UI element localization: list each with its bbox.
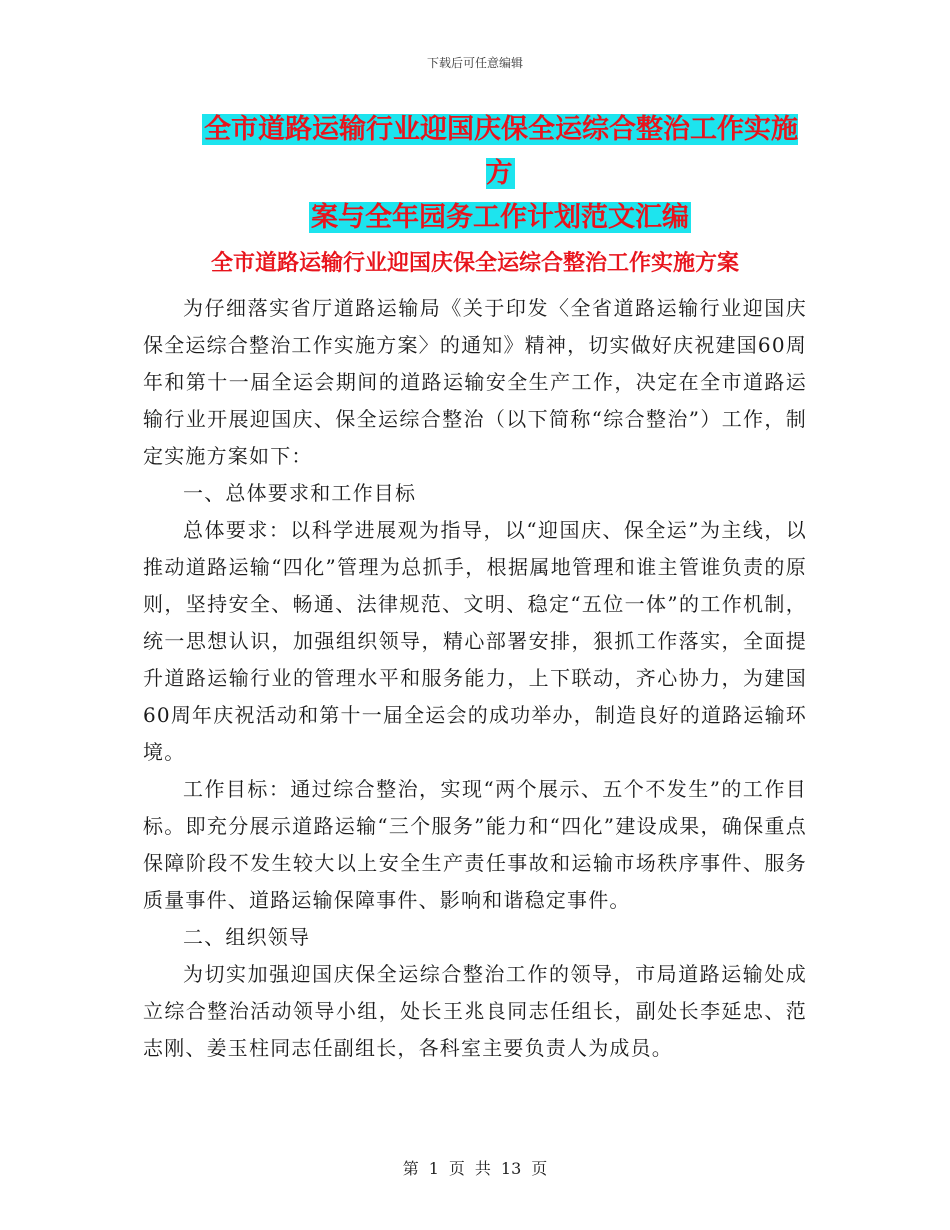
- page-number: 1: [428, 1159, 439, 1178]
- page-total: 13: [500, 1159, 522, 1178]
- page-footer: [0, 1156, 950, 1179]
- document-title: [190, 108, 810, 240]
- paragraph-work-goals: 工作目标：通过综合整治，实现“两个展示、五个不发生”的工作目标。即充分展示道路运输“三个服务”能力和“四化”建设成果，确保重点保障阶段不发生较大以上安全生产责任事故和运输市场秩序事件、服务质量事件、道路运输保障事件、影响和谐稳定事件。: [143, 777, 807, 912]
- title-line-2: 案与全年园务工作计划范文汇编: [311, 202, 689, 233]
- paragraph-general-requirements: 总体要求：以科学进展观为指导，以“迎国庆、保全运”为主线，以推动道路运输“四化”管理为总抓手，根据属地管理和谁主管谁负责的原则，坚持安全、畅通、法律规范、文明、稳定“五位一体”的工作机制，统一思想认识，加强组织领导，精心部署安排，狠抓工作落实，全面提升道路运输行业的管理水平和服务能力，上下联动，齐心协力，为建国60周年庆祝活动和第十一届全运会的成功举办，制造良好的道路运输环境。: [143, 518, 807, 764]
- heading-section-2: 二、组织领导: [183, 925, 311, 949]
- footer-ye: 页: [448, 1159, 465, 1178]
- document-body: [143, 290, 807, 1067]
- heading-section-1: 一、总体要求和工作目标: [183, 481, 417, 505]
- footer-di: 第: [402, 1159, 419, 1178]
- title-line-1: 全市道路运输行业迎国庆保全运综合整治工作实施方: [204, 114, 798, 189]
- footer-ye-2: 页: [531, 1159, 548, 1178]
- paragraph-leadership: 为切实加强迎国庆保全运综合整治工作的领导，市局道路运输处成立综合整治活动领导小组，处长王兆良同志任组长，副处长李延忠、范志刚、姜玉柱同志任副组长，各科室主要负责人为成员。: [143, 962, 807, 1060]
- header-note: 下载后可任意编辑: [426, 56, 523, 70]
- section-title: 全市道路运输行业迎国庆保全运综合整治工作实施方案: [210, 250, 739, 276]
- paragraph-intro: 为仔细落实省厅道路运输局《关于印发〈全省道路运输行业迎国庆保全运综合整治工作实施方案〉的通知》精神，切实做好庆祝建国60周年和第十一届全运会期间的道路运输安全生产工作，决定在全市道路运输行业开展迎国庆、保全运综合整治（以下简称“综合整治”）工作，制定实施方案如下：: [143, 296, 807, 468]
- footer-gong: 共: [474, 1159, 491, 1178]
